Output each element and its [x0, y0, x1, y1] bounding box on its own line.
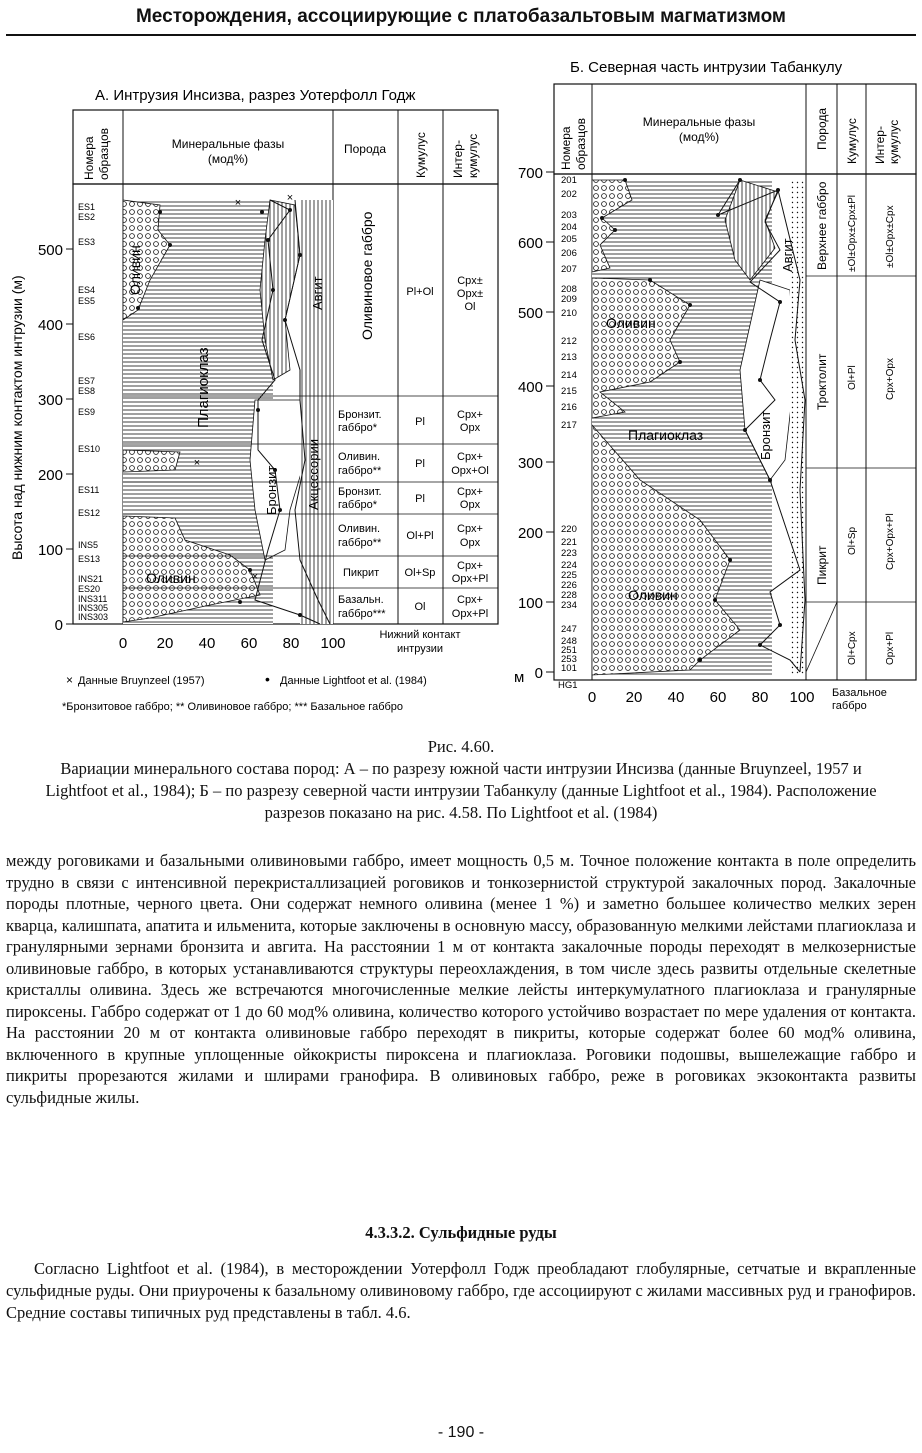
- sample-a-1: ES2: [78, 212, 96, 222]
- sample-labels-a: [78, 202, 108, 622]
- sample-a-8: ES9: [78, 407, 96, 417]
- sample-a-3: ES4: [78, 285, 96, 295]
- cumulus-a-2: Pl: [415, 458, 425, 470]
- y-tick-b-1: 100: [517, 595, 543, 612]
- rock-a-6-0: Базальн.: [338, 594, 384, 606]
- cumulus-b-0: ±Ol±Opx±Cpx±Pl: [847, 195, 858, 272]
- sample-b-9: 210: [561, 308, 577, 319]
- rock-a-2-0: Оливин.: [338, 451, 381, 463]
- cumulus-a-6: Ol: [414, 601, 426, 613]
- inter-a-6-0: Cpx+: [457, 594, 483, 606]
- y-tick-b-3: 300: [517, 455, 543, 472]
- x-ticks-b: [588, 689, 815, 706]
- rock-a-3-0: Бронзит.: [338, 486, 382, 498]
- inter-a-3-1: Opx: [459, 499, 481, 511]
- inter-b-1: Cpx+Opx: [885, 358, 896, 400]
- cumulus-b-3: Ol+Cpx: [847, 631, 858, 665]
- x-tick-a-2: 40: [198, 635, 216, 652]
- y-tick-b-0: 0: [534, 665, 543, 682]
- col-samples-b-2: образцов: [574, 117, 588, 170]
- sample-b-10: 212: [561, 336, 577, 347]
- label-accessory-a: Акцессории: [306, 438, 321, 510]
- x-tick-b-5: 100: [789, 689, 815, 706]
- col-inter-a-2: кумулус: [466, 133, 480, 178]
- sample-b-29: HG1: [558, 680, 578, 691]
- sample-b-24: 247: [561, 624, 577, 635]
- rock-a-5: Пикрит: [343, 567, 380, 579]
- sample-b-8: 209: [561, 294, 577, 305]
- sample-b-23: 234: [561, 600, 577, 611]
- label-plagioclase-a: Плагиоклаз: [195, 347, 212, 428]
- sample-b-13: 215: [561, 386, 577, 397]
- bottom-contact-a-2: интрузии: [396, 643, 444, 655]
- rock-a-4-0: Оливин.: [338, 523, 381, 535]
- sample-b-5: 206: [561, 248, 577, 259]
- rock-b-2: Пикрит: [815, 545, 829, 585]
- accessory-area-a: [300, 200, 333, 624]
- cumulus-a-1: Pl: [415, 416, 425, 428]
- sample-a-0: ES1: [78, 202, 96, 212]
- rock-a-1-1: габбро*: [338, 422, 378, 434]
- x-tick-b-0: 0: [587, 689, 597, 706]
- inter-b-3: Opx+Pl: [885, 631, 896, 665]
- bottom-contact-b-2: габбро: [832, 700, 867, 712]
- y-tick-b-7: 700: [517, 165, 543, 182]
- cumulus-b-1: Ol+Pl: [847, 365, 858, 390]
- y-ticks-b: [518, 165, 554, 682]
- sample-a-5: ES6: [78, 332, 96, 342]
- page-number: - 190 -: [437, 1424, 485, 1441]
- label-olivine-b-lower: Оливин: [628, 587, 678, 603]
- bottom-contact-b-1: Базальное: [832, 687, 887, 699]
- inter-a-0-2: Ol: [464, 301, 476, 313]
- sample-a-16: INS311: [78, 594, 108, 604]
- col-cumulus-a: Кумулус: [414, 132, 428, 178]
- inter-a-3-0: Cpx+: [457, 486, 483, 498]
- olivine-area-a-mid: [123, 450, 180, 472]
- sample-b-25: 248: [561, 636, 577, 647]
- col-rock-b: Порода: [815, 107, 829, 150]
- sample-b-22: 228: [561, 590, 577, 601]
- y-tick-a-2: 200: [37, 467, 63, 484]
- col-samples-a-1: Номера: [82, 136, 96, 180]
- rock-a-1-0: Бронзит.: [338, 409, 382, 421]
- label-olivine-b-upper: Оливин: [606, 315, 656, 331]
- panel-a-title: А. Интрузия Инсизва, разрез Уотерфолл Годж: [95, 87, 416, 104]
- legend-a-0-text: Данные Bruynzeel (1957): [78, 675, 205, 687]
- rock-a-4-1: габбро**: [338, 537, 382, 549]
- inter-a-2-0: Cpx+: [457, 451, 483, 463]
- col-phases-b-1: Минеральные фазы: [642, 115, 756, 129]
- sample-a-14: INS21: [78, 574, 104, 584]
- caption-text: Вариации минерального состава пород: А – по разрезу южной части интрузии Инсизва (данные Bruynzeel, 1957 и Lightfoot et al., 1984); Б – по разрезу северной части интрузии Табанкулу (данные Lightfoot et al., 1984). Расположение разрезов показано на рис. 4.58. По Lightfoot et al. (1984): [45, 759, 877, 822]
- sample-b-0: 201: [561, 175, 577, 186]
- cumulus-b-2: Ol+Sp: [847, 526, 858, 555]
- inter-a-4-0: Cpx+: [457, 523, 483, 535]
- panel-b: [514, 59, 916, 712]
- col-inter-a-1: Интер-: [451, 140, 465, 178]
- sample-a-9: ES10: [78, 444, 101, 454]
- rock-a-6-1: габбро***: [338, 608, 386, 620]
- sample-b-17: 221: [561, 537, 577, 548]
- sample-b-3: 204: [561, 222, 577, 233]
- cumulus-a-3: Pl: [415, 493, 425, 505]
- body-text: [6, 850, 916, 1108]
- legend-a-0-symbol: ×: [66, 673, 74, 687]
- sample-labels-b: [558, 175, 578, 691]
- cumulus-a-4: Ol+Pl: [406, 530, 434, 542]
- sample-b-18: 223: [561, 548, 577, 559]
- inter-b-0: ±Ol±Opx±Cpx: [885, 205, 896, 268]
- sample-a-15: ES20: [78, 584, 101, 594]
- sample-a-7: ES8: [78, 386, 96, 396]
- sample-b-4: 205: [561, 234, 577, 245]
- sample-b-16: 220: [561, 524, 577, 535]
- sample-b-27: 253: [561, 654, 577, 665]
- x-tick-a-3: 60: [240, 635, 258, 652]
- caption-label: Рис. 4.60.: [427, 737, 495, 756]
- bottom-contact-a-1: Нижний контакт: [379, 629, 461, 641]
- section-title: 4.3.3.2. Сульфидные руды: [365, 1223, 557, 1242]
- inter-a-5-1: Opx+Pl: [451, 573, 489, 585]
- inter-a-6-1: Opx+Pl: [451, 608, 489, 620]
- sample-a-13: ES13: [78, 554, 101, 564]
- sample-b-1: 202: [561, 189, 577, 200]
- x-tick-a-1: 20: [156, 635, 174, 652]
- header-rule: [6, 34, 916, 36]
- rock-a-2-1: габбро**: [338, 465, 382, 477]
- inter-a-2-1: Opx+Ol: [451, 465, 489, 477]
- y-tick-a-0: 0: [54, 617, 63, 634]
- sample-b-6: 207: [561, 264, 577, 275]
- sample-b-20: 225: [561, 570, 577, 581]
- label-bronzite-a: Бронзит: [264, 465, 279, 515]
- y-axis-label-a: Высота над нижним контактом интрузии (м): [9, 275, 25, 560]
- inter-a-1-1: Opx: [459, 422, 481, 434]
- label-plagioclase-b: Плагиоклаз: [628, 427, 704, 443]
- sample-b-19: 224: [561, 560, 577, 571]
- figure-caption: [30, 736, 892, 824]
- y-tick-b-5: 500: [517, 305, 543, 322]
- sample-a-6: ES7: [78, 376, 96, 386]
- x-ticks-a: [119, 635, 346, 652]
- inter-a-4-1: Opx: [459, 537, 481, 549]
- col-samples-b-1: Номера: [559, 126, 573, 170]
- rock-a-3-1: габбро*: [338, 499, 378, 511]
- cumulus-a-5: Ol+Sp: [404, 567, 436, 579]
- y-tick-b-6: 600: [517, 235, 543, 252]
- y-tick-b-2: 200: [517, 525, 543, 542]
- inter-a-5-0: Cpx+: [457, 560, 483, 572]
- label-olivine-a-lower: Оливин: [146, 570, 196, 586]
- sample-b-26: 251: [561, 645, 577, 656]
- inter-a-1-0: Cpx+: [457, 409, 483, 421]
- running-header: Месторождения, ассоциирующие с платобазальтовым магматизмом: [135, 6, 786, 27]
- rock-b-1: Троктолит: [815, 353, 829, 410]
- legend-a-1-text: Данные Lightfoot et al. (1984): [280, 675, 427, 687]
- footnote-a: *Бронзитовое габбро; ** Оливиновое габбро; *** Базальное габбро: [62, 701, 404, 713]
- sample-b-11: 213: [561, 352, 577, 363]
- rock-a-0: Оливиновое габбро: [359, 211, 375, 340]
- sample-b-28: 101: [561, 663, 577, 674]
- col-phases-a-2: (мод%): [207, 152, 249, 166]
- label-olivine-a-upper: Оливин: [127, 245, 143, 295]
- sample-a-12: INS5: [78, 540, 99, 550]
- y-tick-a-5: 500: [37, 242, 63, 259]
- col-samples-a-2: образцов: [97, 127, 111, 180]
- x-tick-b-1: 20: [625, 689, 643, 706]
- inter-b-2: Cpx+Opx+Pl: [885, 513, 896, 570]
- sample-a-18: INS303: [78, 612, 109, 622]
- svg-text:×: ×: [286, 192, 294, 204]
- y-tick-a-1: 100: [37, 542, 63, 559]
- col-rock-a: Порода: [343, 142, 387, 156]
- label-augite-a: Авгит: [310, 276, 325, 310]
- label-bronzite-b: Бронзит: [758, 410, 773, 460]
- y-tick-a-3: 300: [37, 392, 63, 409]
- panel-a: [9, 87, 498, 713]
- sample-a-2: ES3: [78, 237, 96, 247]
- inter-a-0-1: Opx±: [456, 288, 484, 300]
- x-tick-a-4: 80: [282, 635, 300, 652]
- y-tick-b-4: 400: [517, 379, 543, 396]
- label-augite-b: Авгит: [780, 238, 795, 272]
- sample-a-10: ES11: [78, 485, 100, 495]
- sample-a-17: INS305: [78, 603, 109, 613]
- y-tick-a-4: 400: [37, 317, 63, 334]
- svg-text:×: ×: [193, 457, 201, 469]
- sample-b-21: 226: [561, 580, 577, 591]
- y-unit-b: м: [514, 669, 525, 686]
- cumulus-a-0: Pl+Ol: [406, 286, 434, 298]
- col-phases-a-1: Минеральные фазы: [171, 137, 285, 151]
- sample-b-14: 216: [561, 402, 577, 413]
- x-tick-b-2: 40: [667, 689, 685, 706]
- sample-b-15: 217: [561, 420, 577, 431]
- x-tick-b-4: 80: [751, 689, 769, 706]
- sample-b-12: 214: [561, 370, 577, 381]
- svg-text:×: ×: [251, 571, 259, 583]
- col-phases-b-2: (мод%): [678, 130, 720, 144]
- sample-a-11: ES12: [78, 508, 101, 518]
- sample-b-7: 208: [561, 284, 577, 295]
- col-cumulus-b: Кумулус: [845, 118, 859, 164]
- rock-b-0: Верхнее габбро: [815, 181, 829, 270]
- svg-text:×: ×: [234, 197, 242, 209]
- y-ticks-a: [38, 242, 73, 634]
- panel-b-title: Б. Северная часть интрузии Табанкулу: [570, 59, 843, 76]
- body-paragraph: между роговиками и базальными оливиновыми габбро, имеет мощность 0,5 м. Точное положение контакта в поле определить трудно в связи с интенсивной перекристаллизацией роговиков и тонкозернистой структурой закалочных пород. Закалочные породы плотные, черного цвета. Они содержат немного оливина (менее 1 %) и заметно большее количество мелких зерен кварца, калишпата, апатита и ильменита, которые заключены в основную массу, образованную мелкими лейстами плагиоклаза и гранулярными зернами бронзита и авгита. На расстоянии 1 м от контакта закалочные породы переходят в мелкозернистые оливиновые габбро, в которых устанавливаются структуры переохлаждения, в том числе здесь развиты отдельные скелетные кристаллы оливина. Здесь же встречаются многочисленные мелкие лейсты интеркумулатного плагиоклаза и гранулярные пироксены. Габбро содержат от 1 до 60 мод% оливина, количество которого устойчиво возрастает по мере удаления от контакта. На расстоянии 20 м от контакта оливиновые габбро переходят в пикриты, которые содержат более 60 мод% оливина, включенного в крупные уплощенные ойкокристы пироксена и плагиоклаза. Роговики подошвы, вышележащие габбро и пикриты прорезаются жилами и шлирами гранофира. В оливиновых габбро, реже в роговиках экзоконтакта развиты сульфидные жилы.: [6, 851, 916, 1107]
- inter-a-0-0: Cpx±: [457, 275, 483, 287]
- x-tick-b-3: 60: [709, 689, 727, 706]
- col-inter-b-2: кумулус: [887, 119, 901, 164]
- figure-4-60: [0, 40, 922, 720]
- sample-b-2: 203: [561, 210, 577, 221]
- section-paragraph: Согласно Lightfoot et al. (1984), в месторождении Уотерфолл Годж преобладают глобулярные, сетчатые и вкрапленные сульфидные руды. Они приурочены к базальному оливиновому габбро, где ассоциируют с жилами массивных руд и гранофиров. Средние составы типичных руд представлены в табл. 4.6.: [6, 1259, 916, 1322]
- col-inter-b-1: Интер-: [873, 126, 887, 164]
- x-tick-a-5: 100: [320, 635, 346, 652]
- x-tick-a-0: 0: [118, 635, 128, 652]
- sample-a-4: ES5: [78, 296, 96, 306]
- legend-a-1-symbol: •: [265, 671, 270, 687]
